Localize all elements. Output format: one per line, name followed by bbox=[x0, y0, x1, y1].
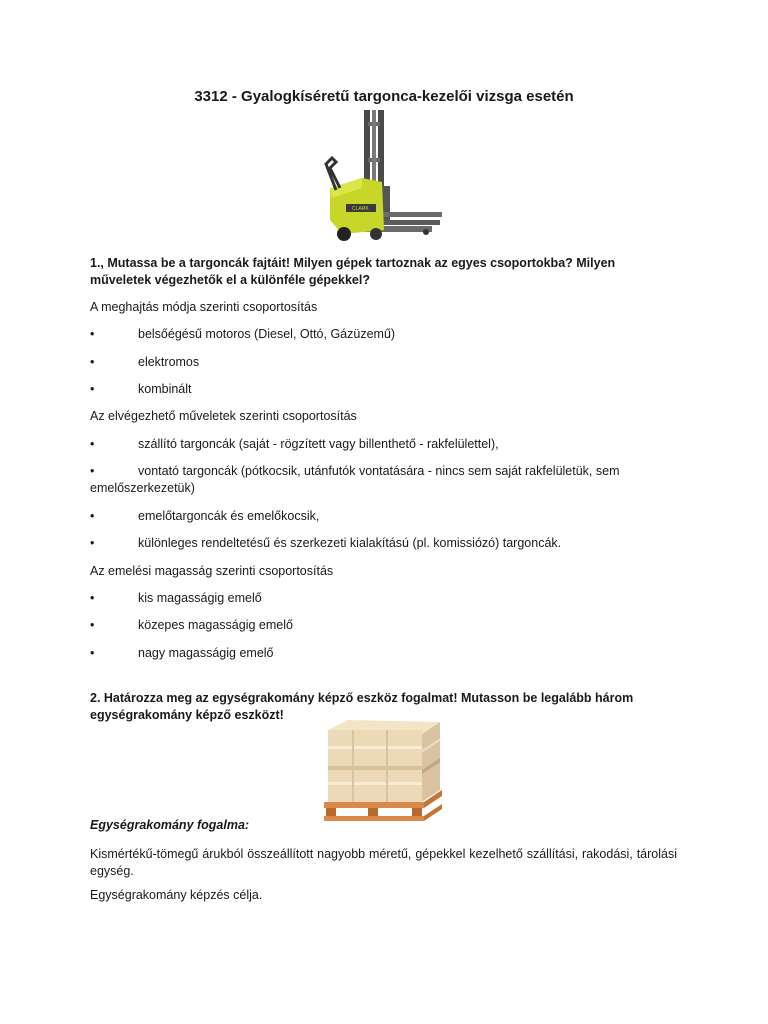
bullet: • bbox=[90, 464, 95, 478]
list-item: • vontató targoncák (pótkocsik, utánfutók vontatására - nincs sem saját rakfelületük, sem emelőszerkezetük) bbox=[90, 464, 620, 495]
bullet: • bbox=[90, 437, 95, 451]
question-2-heading: 2. Határozza meg az egységrakomány képző eszköz fogalmat! Mutasson be legalább három egységrakomány képző eszközt! bbox=[90, 691, 634, 722]
group-title-height: Az emelési magasság szerinti csoportosítás bbox=[90, 564, 334, 578]
purpose-text: Egységrakomány képzés célja. bbox=[90, 888, 263, 902]
bullet: • bbox=[90, 646, 95, 660]
bullet: • bbox=[90, 327, 95, 341]
bullet: • bbox=[90, 618, 95, 632]
pallet-image bbox=[322, 716, 444, 828]
document-page: 3312 - Gyalogkíséretű targonca-kezelői vizsga esetén CLARK 1., Mutassa be a targoncák fajtáit! Milyen gépek tartoznak az egyes csoportokba? Milyen műveletek végezhetők el a különféle gépekkel? A meghajtás módja szerinti csoportosítás • belsőégésű motoros (Diesel, Ottó, Gázüzemű) • elektromos • kombinált Az elvégezhető műveletek szerinti csoportosítás • szállító targoncák (saját - rögzített vagy billenthető - rakfelülettel), • vontató targoncák (pótkocsik, utánfutók vontatására - nincs sem saját rakfelületük, sem emelőszerkezetük) • emelőtargoncák és emelőkocsik, • különleges rendeltetésű és szerkezeti kialakítású (pl. komissiózó) targoncák. Az emelési magasság szerinti csoportosítás • kis magasságig emelő • közepes magasságig emelő • nagy magasságig emelő 2. Határozza meg az egységrakomány képző eszköz fogalmat! Mutasson be legalább három egységrakomány képző eszközt! Egységrakomány fogalma: Kismértékű-tömegű árukból összeállított nagyobb méretű, gépekkel kezelhető szállítási, rakodási, tárolási egység. Egységrakomány képzés célja. bbox=[0, 0, 768, 1024]
group-title-operations: Az elvégezhető műveletek szerinti csoportosítás bbox=[90, 409, 357, 423]
group-title-drive: A meghajtás módja szerinti csoportosítás bbox=[90, 300, 318, 314]
bullet: • bbox=[90, 591, 95, 605]
question-1-heading: 1., Mutassa be a targoncák fajtáit! Milyen gépek tartoznak az egyes csoportokba? Milyen műveletek végezhetők el a különféle gépekkel? bbox=[90, 256, 616, 287]
definition-text: Kismértékű-tömegű árukból összeállított nagyobb méretű, gépekkel kezelhető szállítási, rakodási, tárolási egység. bbox=[90, 847, 677, 878]
forklift-image bbox=[322, 108, 446, 244]
bullet: • bbox=[90, 355, 95, 369]
page-title: 3312 - Gyalogkíséretű targonca-kezelői vizsga esetén bbox=[194, 88, 574, 105]
bullet: • bbox=[90, 509, 95, 523]
bullet: • bbox=[90, 536, 95, 550]
bullet: • bbox=[90, 382, 95, 396]
svg-text:CLARK: CLARK bbox=[352, 206, 369, 212]
definition-title: Egységrakomány fogalma: bbox=[90, 818, 250, 832]
